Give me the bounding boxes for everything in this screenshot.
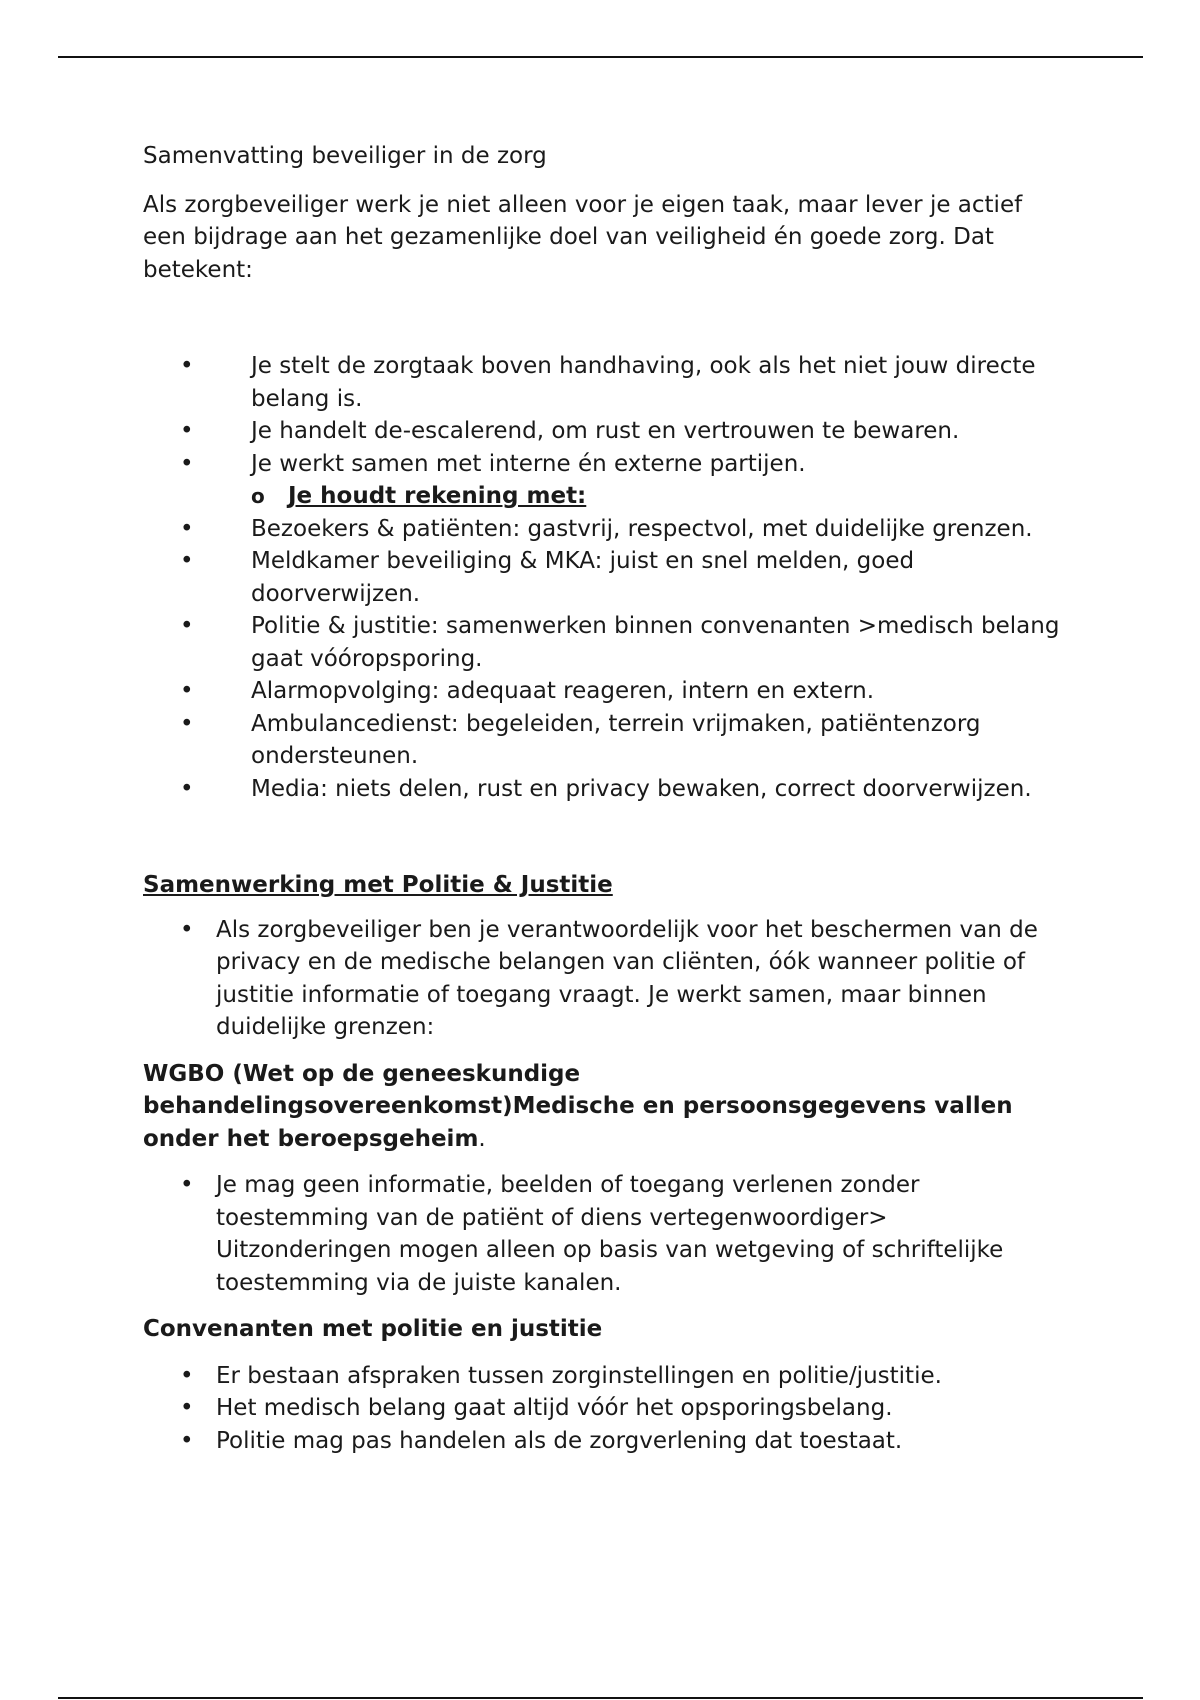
list-item: • Meldkamer beveiliging & MKA: juist en snel melden, goed doorverwijzen. [143,545,1063,610]
document-body [143,140,1063,1457]
section-heading-wgbo: WGBO (Wet op de geneeskundige behandelingsovereenkomst)Medische en persoonsgegevens vallen onder het beroepsgeheim. [143,1060,1013,1152]
list-item: • Ambulancedienst: begeleiden, terrein vrijmaken, patiëntenzorg ondersteunen. [143,708,1063,773]
list-item: • Je mag geen informatie, beelden of toegang verlenen zonder toestemming van de patiënt of diens vertegenwoordiger> Uitzonderingen mogen alleen op basis van wetgeving of schriftelijke toestemming via de juiste kanalen. [143,1169,1063,1299]
bullet-icon: • [180,548,194,574]
police-list [143,914,1063,1044]
bullet-icon: • [180,678,194,704]
sub-list-item: o Je houdt rekening met: [143,480,1063,513]
list-item: • Media: niets delen, rust en privacy bewaken, correct doorverwijzen. [143,773,1063,806]
sub-bullet-icon: o [251,484,265,508]
bullet-icon: • [180,1395,194,1421]
page-bottom-rule [58,1697,1143,1699]
bullet-icon: • [180,613,194,639]
section-heading-convenanten: Convenanten met politie en justitie [143,1316,603,1342]
bullet-icon: • [180,710,194,737]
document-title: Samenvatting beveiliger in de zorg [143,143,547,169]
convenanten-list [143,1360,1063,1458]
list-item: • Alarmopvolging: adequaat reageren, intern en extern. [143,675,1063,708]
intro-paragraph: Als zorgbeveiliger werk je niet alleen voor je eigen taak, maar lever je actief een bijdrage aan het gezamenlijke doel van veiligheid én goede zorg. Dat betekent: [143,191,1023,283]
responsibilities-list [143,350,1063,805]
bullet-icon: • [180,353,194,379]
bullet-icon: • [180,775,194,802]
bullet-icon: • [180,418,194,444]
bullet-icon: • [180,1427,194,1454]
bullet-icon: • [180,1172,194,1198]
list-item: • Je stelt de zorgtaak boven handhaving, ook als het niet jouw directe belang is. [143,350,1063,415]
bullet-icon: • [180,450,194,477]
list-item: • Bezoekers & patiënten: gastvrij, respectvol, met duidelijke grenzen. [143,513,1063,546]
list-item: • Politie & justitie: samenwerken binnen convenanten >medisch belang gaat vóóropsporing. [143,610,1063,675]
list-item: • Je werkt samen met interne én externe partijen. [143,448,1063,481]
list-item: • Het medisch belang gaat altijd vóór het opsporingsbelang. [143,1392,1063,1425]
list-item: • Als zorgbeveiliger ben je verantwoordelijk voor het beschermen van de privacy en de medische belangen van cliënten, óók wanneer politie of justitie informatie of toegang vraagt. Je werkt samen, maar binnen duidelijke grenzen: [143,914,1063,1044]
page-top-rule [58,56,1143,58]
bullet-icon: • [180,1362,194,1389]
list-item: • Politie mag pas handelen als de zorgverlening dat toestaat. [143,1425,1063,1458]
section-heading-police: Samenwerking met Politie & Justitie [143,872,613,898]
list-item: • Je handelt de-escalerend, om rust en vertrouwen te bewaren. [143,415,1063,448]
wgbo-list [143,1169,1063,1299]
bullet-icon: • [180,515,194,542]
bullet-icon: • [180,916,194,943]
list-item: • Er bestaan afspraken tussen zorginstellingen en politie/justitie. [143,1360,1063,1393]
